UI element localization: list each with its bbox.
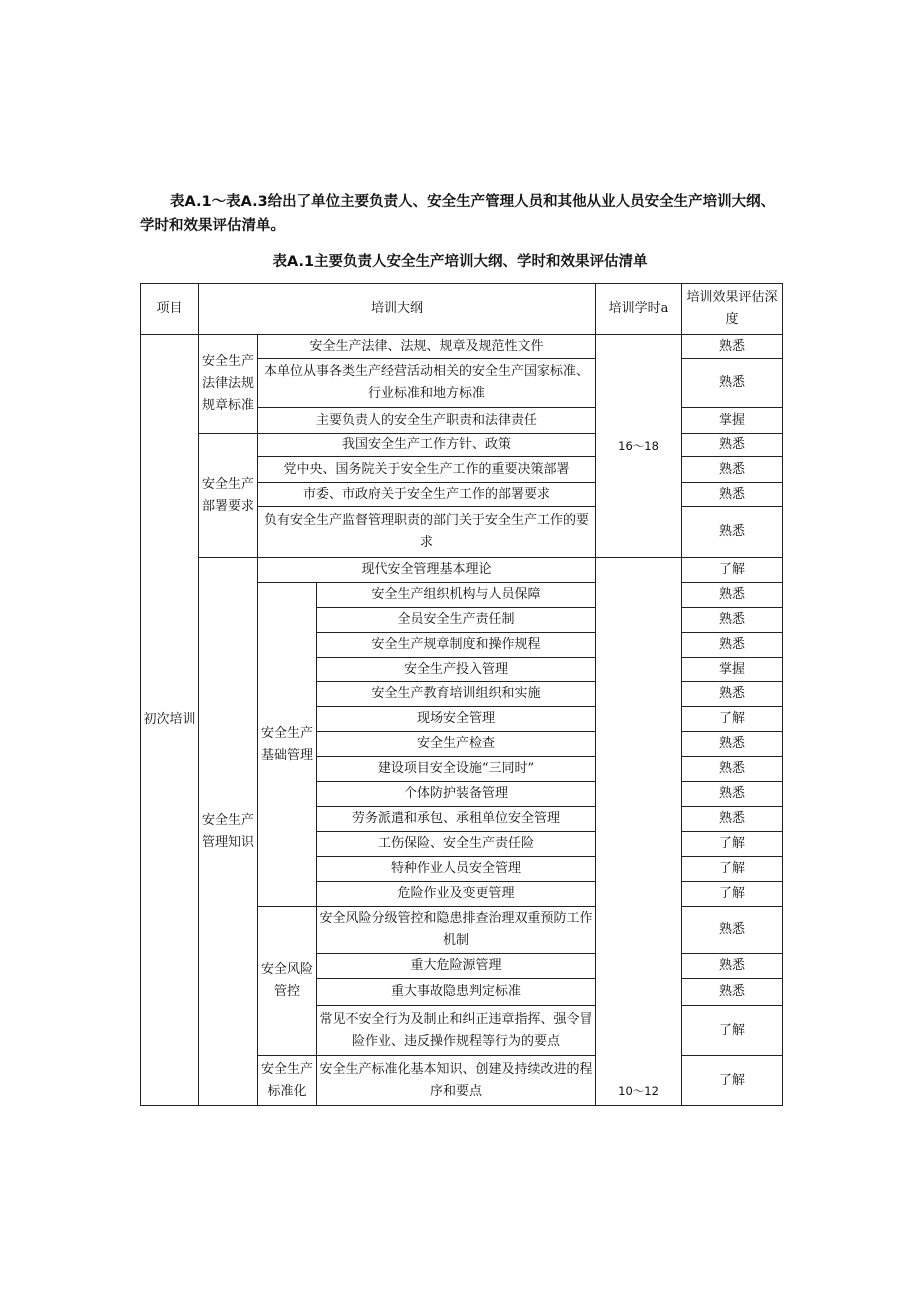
row-content: 现代安全管理基本理论 [258, 558, 596, 583]
row-content: 负有安全生产监督管理职责的部门关于安全生产工作的要求 [258, 507, 596, 558]
row-depth: 掌握 [682, 408, 783, 434]
row-content: 建设项目安全设施“三同时” [317, 757, 596, 782]
group-law: 安全生产法律法规规章标准 [199, 335, 258, 434]
table-row [141, 335, 783, 359]
row-content: 个体防护装备管理 [317, 782, 596, 807]
row-content: 我国安全生产工作方针、政策 [258, 434, 596, 457]
row-content: 主要负责人的安全生产职责和法律责任 [258, 408, 596, 434]
row-depth: 熟悉 [682, 507, 783, 558]
group-basic: 安全生产基础管理 [258, 583, 317, 907]
row-content: 安全生产投入管理 [317, 658, 596, 682]
group-deploy: 安全生产部署要求 [199, 434, 258, 558]
table-caption: 表A.1主要负责人安全生产培训大纲、学时和效果评估清单 [272, 254, 648, 270]
row-content: 市委、市政府关于安全生产工作的部署要求 [258, 483, 596, 507]
row-content: 安全风险分级管控和隐患排查治理双重预防工作机制 [317, 907, 596, 954]
table-row [141, 558, 783, 583]
row-content: 重大事故隐患判定标准 [317, 979, 596, 1006]
row-content: 安全生产检查 [317, 732, 596, 757]
intro-paragraph [140, 190, 785, 238]
row-content: 安全生产法律、法规、规章及规范性文件 [258, 335, 596, 359]
row-depth: 熟悉 [682, 682, 783, 707]
row-depth: 熟悉 [682, 434, 783, 457]
row-depth: 熟悉 [682, 633, 783, 658]
row-depth: 了解 [682, 558, 783, 583]
group-std: 安全生产标准化 [258, 1056, 317, 1106]
group-mgmt: 安全生产管理知识 [199, 558, 258, 1106]
row-content: 安全生产组织机构与人员保障 [317, 583, 596, 608]
row-content: 常见不安全行为及制止和纠正违章指挥、强令冒险作业、违反操作规程等行为的要点 [317, 1006, 596, 1056]
row-content: 现场安全管理 [317, 707, 596, 732]
row-depth: 熟悉 [682, 608, 783, 633]
row-content: 安全生产标准化基本知识、创建及持续改进的程序和要点 [317, 1056, 596, 1106]
header-outline: 培训大纲 [199, 284, 596, 335]
row-depth: 熟悉 [682, 954, 783, 979]
row-depth: 熟悉 [682, 583, 783, 608]
header-depth: 培训效果评估深度 [682, 284, 783, 335]
row-content: 特种作业人员安全管理 [317, 857, 596, 882]
header-item: 项目 [141, 284, 199, 335]
row-depth: 熟悉 [682, 907, 783, 954]
row-depth: 熟悉 [682, 335, 783, 359]
row-depth: 了解 [682, 882, 783, 907]
row-depth: 熟悉 [682, 757, 783, 782]
row-content: 安全生产规章制度和操作规程 [317, 633, 596, 658]
row-depth: 熟悉 [682, 979, 783, 1006]
group-risk: 安全风险管控 [258, 907, 317, 1056]
row-depth: 了解 [682, 1056, 783, 1106]
header-hours: 培训学时a [596, 284, 682, 335]
row-content: 党中央、国务院关于安全生产工作的重要决策部署 [258, 457, 596, 483]
row-content: 全员安全生产责任制 [317, 608, 596, 633]
row-depth: 掌握 [682, 658, 783, 682]
row-depth: 熟悉 [682, 359, 783, 408]
row-content: 重大危险源管理 [317, 954, 596, 979]
intro-text: 表A.1～表A.3给出了单位主要负责人、安全生产管理人员和其他从业人员安全生产培训大纲、学时和效果评估清单。 [140, 194, 776, 234]
row-content: 安全生产教育培训组织和实施 [317, 682, 596, 707]
hours-initial: 16～18 [596, 335, 682, 558]
row-depth: 熟悉 [682, 807, 783, 832]
row-depth: 了解 [682, 832, 783, 857]
row-content: 工伤保险、安全生产责任险 [317, 832, 596, 857]
table-row [141, 434, 783, 457]
item-initial-training: 初次培训 [141, 335, 199, 1106]
row-content: 危险作业及变更管理 [317, 882, 596, 907]
row-depth: 熟悉 [682, 483, 783, 507]
row-content: 本单位从事各类生产经营活动相关的安全生产国家标准、行业标准和地方标准 [258, 359, 596, 408]
row-depth: 了解 [682, 707, 783, 732]
hours-refresh: 10～12 [596, 558, 682, 1106]
row-depth: 熟悉 [682, 732, 783, 757]
row-depth: 熟悉 [682, 457, 783, 483]
row-depth: 了解 [682, 857, 783, 882]
row-depth: 了解 [682, 1006, 783, 1056]
row-content: 劳务派遣和承包、承租单位安全管理 [317, 807, 596, 832]
header-row [141, 284, 783, 335]
row-depth: 熟悉 [682, 782, 783, 807]
training-table [140, 283, 783, 1106]
